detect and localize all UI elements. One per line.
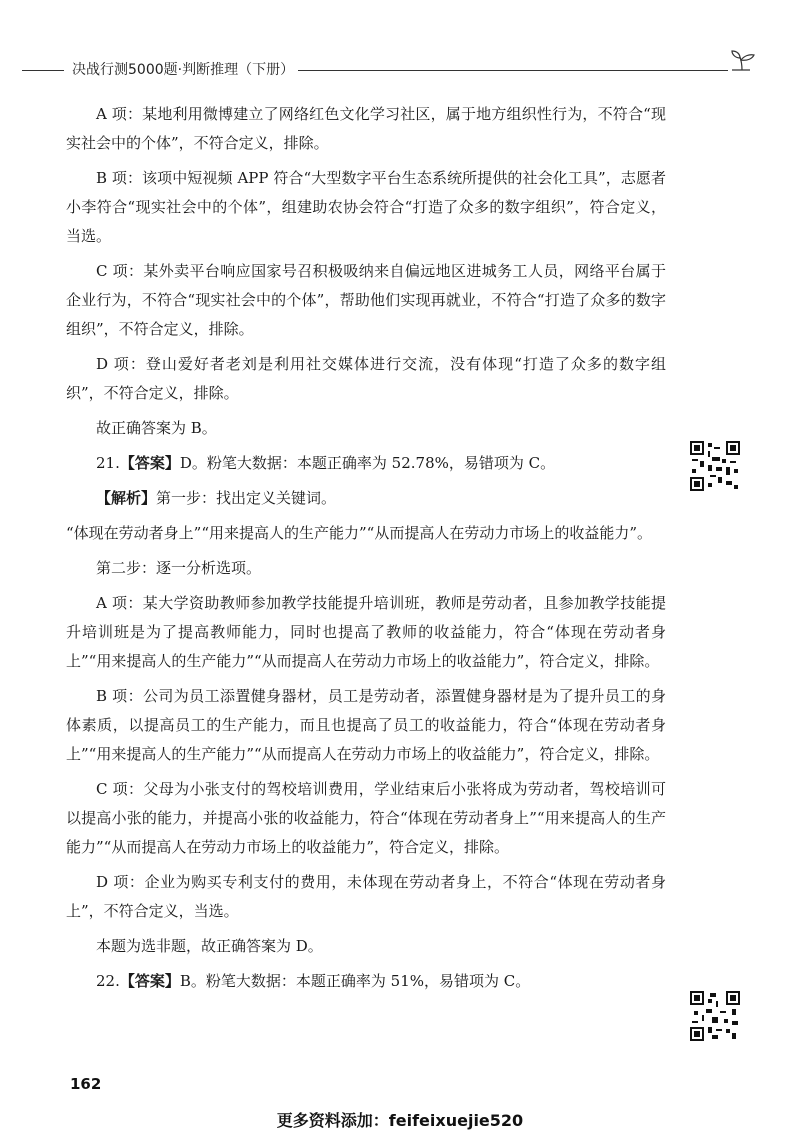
answer-tag: 【答案】 (119, 454, 180, 472)
q21-answer-line (66, 449, 666, 478)
q22-answer-line (66, 967, 666, 996)
keywords: “体现在劳动者身上”“用来提高人的生产能力”“从而提高人在劳动力市场上的收益能力”。 (66, 524, 653, 542)
q21-option-b: B 项：公司为员工添置健身器材，员工是劳动者，添置健身器材是为了提升员工的身体素质，以提高员工的生产能力，而且也提高了员工的收益能力，符合“体现在劳动者身上”“用来提高人的生产能力”“从而提高人在劳动力市场上的收益能力”，符合定义，排除。 (66, 687, 666, 763)
qr-code-icon[interactable] (690, 991, 740, 1041)
q21-option-c: C 项：父母为小张支付的驾校培训费用，学业结束后小张将成为劳动者，驾校培训可以提高小张的能力，并提高小张的收益能力，符合“体现在劳动者身上”“用来提高人的生产能力”“从而提高人在劳动力市场上的收益能力”，符合定义，排除。 (66, 780, 666, 856)
q21-step1: 第一步：找出定义关键词。 (156, 489, 337, 507)
running-header (0, 56, 800, 84)
q21-conclusion: 本题为选非题，故正确答案为 D。 (96, 937, 323, 955)
qr-code-icon[interactable] (690, 441, 740, 491)
q21-analysis-line (66, 484, 666, 513)
option-c-analysis: C 项：某外卖平台响应国家号召积极吸纳来自偏远地区进城务工人员，网络平台属于企业行为，不符合“现实社会中的个体”，帮助他们实现再就业，不符合“打造了众多的数字组织”，不符合定义，排除。 (66, 262, 666, 338)
footer-promo-text: 更多资料添加：feifeixuejie520 (276, 1111, 524, 1130)
q21-number: 21. (96, 454, 120, 472)
q21-option-d: D 项：企业为购买专利支付的费用，未体现在劳动者身上，不符合“体现在劳动者身上”，不符合定义，当选。 (66, 873, 666, 920)
q21-answer-text: D。粉笔大数据：本题正确率为 52.78%，易错项为 C。 (179, 454, 556, 472)
answer-conclusion: 故正确答案为 B。 (96, 419, 217, 437)
q22-answer-text: B。粉笔大数据：本题正确率为 51%，易错项为 C。 (179, 972, 531, 990)
header-rule-right (298, 70, 728, 71)
book-title: 决战行测5000题·判断推理（下册） (72, 62, 295, 78)
q22-number: 22. (96, 972, 120, 990)
option-d-analysis: D 项：登山爱好者老刘是利用社交媒体进行交流，没有体现“打造了众多的数字组织”，不符合定义，排除。 (66, 355, 666, 402)
explanation-content (66, 100, 666, 1002)
header-rule-left (22, 70, 64, 71)
q21-option-a: A 项：某大学资助教师参加教学技能提升培训班，教师是劳动者，且参加教学技能提升培训班是为了提高教师能力，同时也提高了教师的收益能力，符合“体现在劳动者身上”“用来提高人的生产能力”“从而提高人在劳动力市场上的收益能力”，符合定义，排除。 (66, 594, 666, 670)
page-number: 162 (70, 1075, 102, 1093)
analysis-tag: 【解析】 (96, 489, 157, 507)
option-a-analysis: A 项：某地利用微博建立了网络红色文化学习社区，属于地方组织性行为，不符合“现实社会中的个体”，不符合定义，排除。 (66, 105, 666, 152)
option-b-analysis: B 项：该项中短视频 APP 符合“大型数字平台生态系统所提供的社会化工具”，志愿者小李符合“现实社会中的个体”，组建助农协会符合“打造了众多的数字组织”，符合定义，当选。 (66, 169, 666, 245)
answer-tag: 【答案】 (119, 972, 180, 990)
sprout-icon (728, 48, 758, 72)
step2-heading: 第二步：逐一分析选项。 (96, 559, 262, 577)
